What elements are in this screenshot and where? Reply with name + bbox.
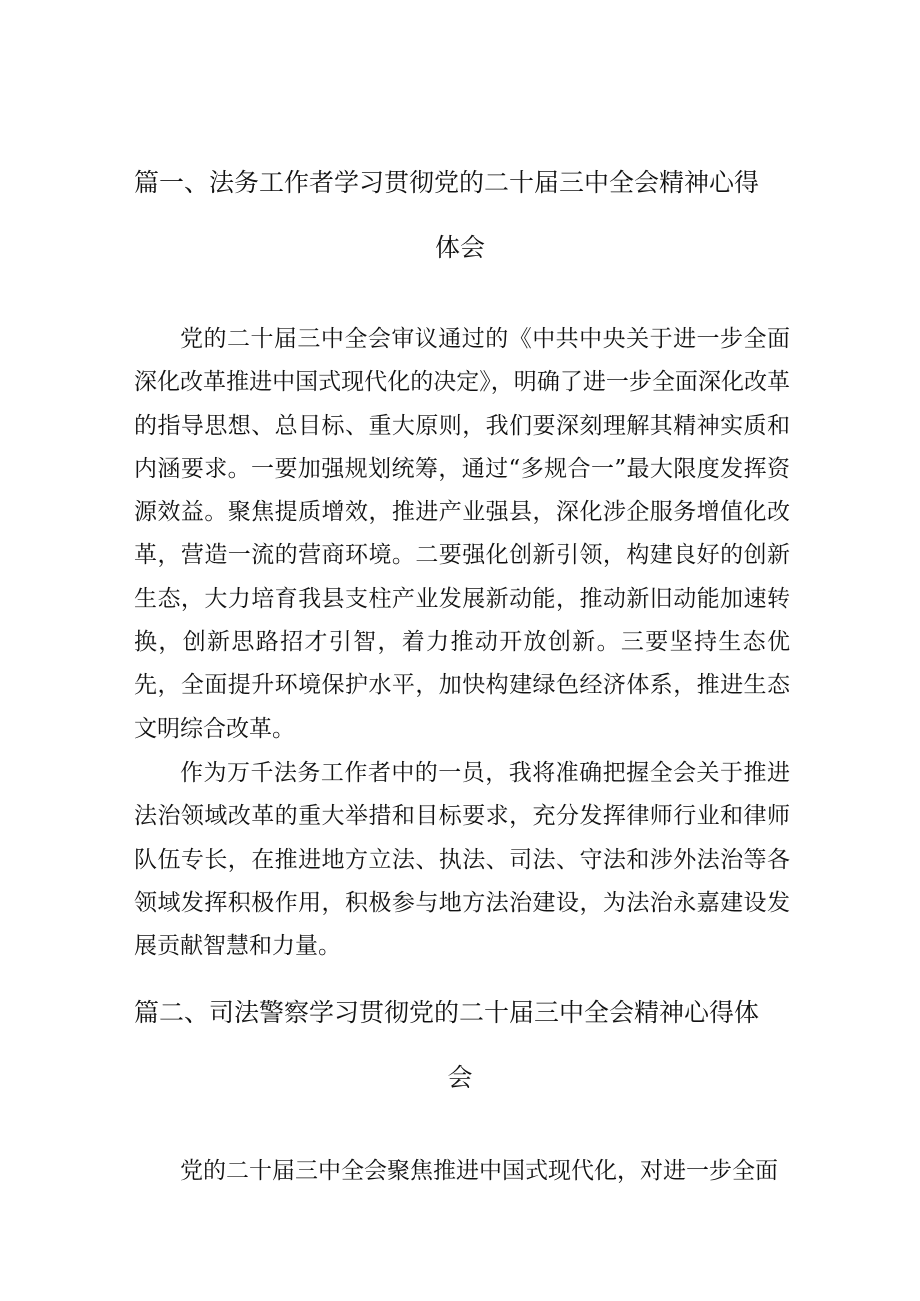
section-1-paragraph-1: 党的二十届三中全会审议通过的《中共中央关于进一步全面深化改革推进中国式现代化的决定》，明确了进一步全面深化改革的指导思想、总目标、重大原则，我们要深刻理解其精神实质和内涵要求。一要加强规划统筹，通过“多规合一”最大限度发挥资源效益。聚焦提质增效，推进产业强县，深化涉企服务增值化改革，营造一流的营商环境。二要强化创新引领，构建良好的创新生态，大力培育我县支柱产业发展新动能，推动新旧动能加速转换，创新思路招才引智，着力推动开放创新。三要坚持生态优先，全面提升环境保护水平，加快构建绿色经济体系，推进生态文明综合改革。 — [134, 326, 790, 742]
section-2-paragraph-1: 党的二十届三中全会聚焦推进中国式现代化，对进一步全面 — [180, 1158, 778, 1184]
section-1-heading-continued: 体会 — [434, 233, 485, 262]
section-2-heading-continued: 会 — [447, 1063, 473, 1092]
section-2-heading: 篇二、司法警察学习贯彻党的二十届三中全会精神心得体 — [134, 998, 760, 1027]
section-1-heading: 篇一、法务工作者学习贯彻党的二十届三中全会精神心得 — [134, 168, 760, 197]
section-1-paragraph-2: 作为万千法务工作者中的一员，我将准确把握全会关于推进法治领域改革的重大举措和目标要求，充分发挥律师行业和律师队伍专长，在推进地方立法、执法、司法、守法和涉外法治等各领域发挥积极作用，积极参与地方法治建设，为法治永嘉建设发展贡献智慧和力量。 — [134, 760, 790, 960]
